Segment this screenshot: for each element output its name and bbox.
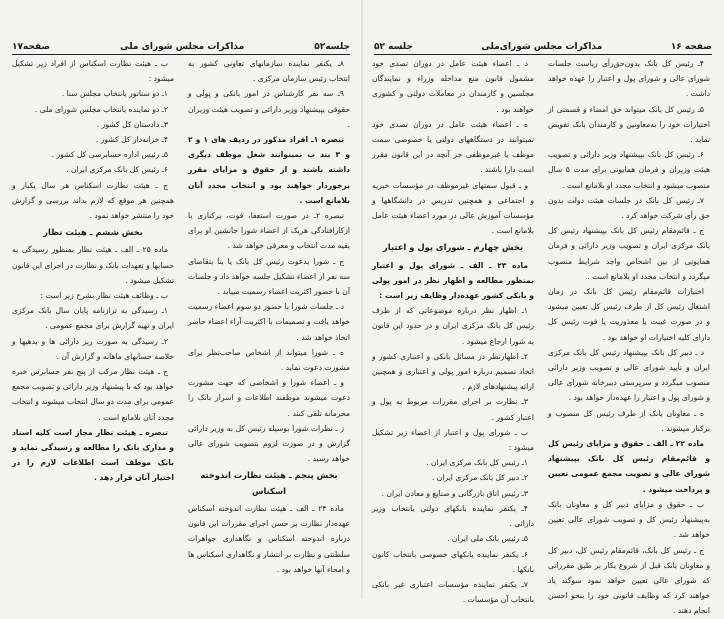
paragraph: ۹ـ سه نفر کارشناس در امور بانکی و پولی و حقوقی بپیشنهاد وزیر دارائی و تصویب هیئت وزیران . — [188, 89, 350, 129]
paragraph: ۴ـ خزانه‌دار کل کشور . — [95, 135, 168, 145]
paragraph: اختیارات قائم‌مقام رئیس کل بانک در زمان اشتغال رئیس کل از طرف رئیس کل تعیین میشود و در صورت غیبت یا معذوریت یا فوت رئیس کل دارای کلیه اختیارات او خواهد بود . — [548, 287, 710, 342]
paragraph: ج ـ هیئت نظارت اسکناس هر سال یکبار و همچنین هر موقع که لازم بداند بررسی و گزارش خود را منتشر خواهد نمود . — [12, 180, 174, 221]
paragraph: ۱ـ رئیس کل بانک مرکزی ایران . — [426, 458, 528, 468]
paragraph: ۸ـ یکنفر نماینده سازمانهای تعاونی کشور به انتخاب رئیس سازمان مرکزی . — [188, 59, 350, 84]
left-page — [0, 0, 362, 599]
page-header — [12, 38, 350, 55]
paragraph: ۷ـ یکنفر نماینده مؤسسات اعتباری غیر بانکی بانتخاب آن مؤسسات . — [372, 579, 534, 605]
paragraph: ب ـ هیئت نظارت اسکناس از افراد زیر تشکیل میشود : — [12, 59, 174, 84]
article-23: ماده ۲۳ ـ الف ـ شورای پول و اعتبار بمنظور مطالعه و اظهار نظر در امور پولی و بانکی کشور عهده‌دار وظایف زیر است : — [372, 260, 534, 301]
paragraph: ۶ـ یکنفر نماینده بانکهای خصوصی بانتخاب کانون بانکها . — [372, 549, 534, 574]
paragraph: و ـ اعضاء شورا و اشخاصی که جهت مشورت دعوت میشوند موظفند اطلاعات و اسرار بانک را محرمانه تلقی کنند . — [188, 378, 350, 418]
section-heading: بخش ششم ـ هیئت نظار — [43, 227, 143, 238]
paragraph: ج ـ رئیس کل بانک، قائم‌مقام رئیس کل، دبیر کل و معاونان بانک قبل از شروع بکار بر طبق مقرراتی که شورای عالی تعیین خواهد نمود سوگند یاد خواهند کرد که وظایف قانونی خود را بنحو احسن انجام دهند . — [548, 545, 710, 616]
paragraph: ۳ـ نظارت بر اجرای مقررات مربوط به پول و اعتبار کشور . — [372, 397, 534, 422]
paragraph: ج ـ هیئت نظار مرکب از پنج نفر حسابرس خبره خواهد بود که با پیشنهاد وزیر دارائی و تصویب مجمع عمومی برای مدت دو سال انتخاب میشوند و انتخاب مجدد آنان بلامانع است . — [12, 367, 174, 422]
page-number: صفحه ۱۶ — [670, 42, 712, 52]
section-heading: بخش پنجم ـ هیئت نظارت اندوخته اسکناس — [200, 470, 338, 496]
paragraph: ۲ـ رسیدگی به صورت ریز دارائی ها و بدهیها و خلاصه حسابهای ماهانه و گزارش آن . — [12, 336, 174, 361]
paragraph: د ـ جلسات شورا با حضور دو سوم اعضاء رسمیت خواهد یافت و تصمیمات با اکثریت آراء اعضاء حاضر اتخاذ خواهد شد . — [188, 302, 350, 342]
paragraph: ز ـ نظرات شورا بوسیله رئیس کل به وزیر دارائی گزارش و در صورت لزوم بتصویب شورای عالی خواهد رسید . — [188, 423, 350, 464]
section-heading: بخش چهارم ـ شورای پول و اعتبار — [382, 242, 524, 253]
paragraph: ۳ـ رئیس اتاق بازرگانی و صنایع و معادن ایران . — [381, 488, 528, 498]
paragraph: ماده ۲۵ ـ الف ـ هیئت نظار بمنظور رسیدگی به حسابها و تعهدات بانک و نظارت در اجرای این قانون تشکیل میشود . — [12, 245, 174, 285]
text-column-left — [372, 56, 534, 607]
running-title: مذاکرات مجلس شورای‌ملی — [481, 42, 603, 52]
paragraph: ه ـ معاونان بانک از طرف رئیس کل منصوب و برکنار میشوند . — [548, 408, 710, 433]
paragraph: ۱ـ دو سناتور بانتخاب مجلس سنا . — [61, 89, 168, 99]
paragraph: ه ـ اعضاء هیئت عامل در دوران تصدی خود نمیتوانند در دستگاههای دولتی یا خصوصی سمت موظف یا غیرموظفی جز آنچه در این قانون مقرر است دارا باشند . — [372, 119, 534, 175]
paragraph: ۷ـ رئیس کل بانک در جلسات هیئت دولت بدون حق رأی شرکت خواهد کرد . — [548, 195, 710, 221]
paragraph: ۶ـ رئیس کل بانک مرکزی ایران . — [66, 165, 168, 175]
paragraph: ۵ـ رئیس بانک ملی ایران . — [447, 534, 528, 544]
paragraph: ۲ـ اظهارنظر در مسائل بانکی و اعتباری کشور و اتخاذ تصمیم درباره امور پولی و اعتباری و همچنین ارائه پیشنهادهای لازم . — [372, 351, 534, 392]
right-page — [362, 0, 724, 616]
paragraph: تبصره ـ هیئت نظار مجاز است کلیه اسناد و مدارک بانک را مطالعه و رسیدگی نماید و بانک موظف است اطلاعات لازم را در اختیار آنان قرار دهد . — [12, 427, 174, 483]
paragraph: ۳ـ دادستان کل کشور . — [96, 119, 168, 129]
paragraph: و ـ قبول سمتهای غیرموظف در مؤسسات خیریه و اجتماعی و همچنین تدریس در دانشگاهها و مؤسسات آموزش عالی در مورد اعضاء هیئت عامل بلامانع است . — [372, 180, 534, 236]
paragraph: ۴ـ یکنفر نماینده بانکهای دولتی بانتخاب وزیر دارائی . — [372, 503, 534, 529]
paragraph: ۱ـ اظهار نظر درباره موضوعاتی که از طرف رئیس کل بانک مرکزی ایران و در حدود این قانون به شورا ارجاع میشود . — [372, 306, 534, 346]
session-number: جلسه۵۲ — [314, 42, 350, 52]
paragraph: ۴ـ رئیس کل بانک بدون‌حق‌رأی ریاست جلسات شورای عالی و شورای پول و اعتبار را عهده خواهد داشت . — [548, 59, 710, 99]
paragraph: ۵ـ رئیس اداره حسابرسی کل کشور . — [51, 150, 168, 160]
paragraph: ۱ـ رسیدگی به ترازنامه پایان سال بانک مرکزی ایران و تهیه گزارش برای مجمع عمومی . — [12, 306, 174, 331]
text-column-left — [12, 56, 174, 486]
paragraph: تبصره ۲ـ در صورت استعفا، فوت، برکناری یا ازکارافتادگی هریک از اعضاء شورا جانشین او برای بقیه مدت انتخاب و معرفی خواهد شد . — [188, 211, 350, 251]
paragraph: ب ـ حقوق و مزایای دبیر کل و معاونان بانک به‌پیشنهاد رئیس کل و تصویب شورای عالی تعیین خواهد شد . — [548, 499, 710, 540]
page-header — [374, 38, 712, 55]
running-title: مذاکرات مجلس شورای ملی — [120, 42, 245, 52]
paragraph: ه ـ شورا میتواند از اشخاص صاحب‌نظر برای مشورت دعوت نماید . — [188, 347, 350, 373]
paragraph: ۲ـ دبیر کل بانک مرکزی ایران . — [431, 473, 528, 483]
paragraph: ج ـ شورا بدعوت رئیس کل بانک یا بنا بتقاضای سه نفر از اعضاء تشکیل جلسه خواهد داد و جلسات آن با حضور اکثریت اعضاء رسمیت مییابد . — [188, 256, 350, 297]
paragraph: ب ـ وظائف هیئت نظار بشرح زیر است : — [40, 291, 168, 301]
session-number: جلسه ۵۲ — [374, 42, 413, 52]
page-number: صفحه۱۷ — [12, 42, 51, 52]
text-column-right — [548, 56, 710, 619]
paragraph: ج ـ قائم‌مقام رئیس کل بانک بپیشنهاد رئیس کل بانک مرکزی ایران و تصویب وزیر دارائی و فرمان همایونی از بین اشخاص واجد شرایط منصوب میگردد و انتخاب مجدد او بلامانع است . — [548, 226, 710, 281]
paragraph: ۲ـ دو نماینده بانتخاب مجلس شورای ملی . — [34, 104, 168, 114]
text-column-right — [188, 56, 350, 577]
paragraph: ماده ۲۴ ـ الف ـ هیئت نظارت اندوخته اسکناس عهده‌دار نظارت بر حسن اجرای مقررات این قانون درباره اندوخته اسکناس و نگاهداری جواهرات سلطنتی و نظارت بر انتشار و نگاهداری اسکناس ها و امحاء آنها خواهد بود . — [188, 503, 350, 574]
article-22: ماده ۲۲ ـ الف ـ حقوق و مزایای رئیس کل و قائم‌مقام رئیس کل بانک بپیشنهاد شورای عالی و تصویب مجمع عمومی تعیین و پرداخت میشود . — [548, 439, 710, 494]
paragraph: ۶ـ رئیس کل بانک بپیشنهاد وزیر دارائی و تصویب هیئت وزیران و فرمان همایونی برای مدت ۵ سال منصوب میشود و انتخاب مجدد او بلامانع است . — [548, 150, 710, 190]
paragraph: ۵ـ رئیس کل بانک میتواند حق امضاء و قسمتی از اختیارات خود را به‌معاونین و کارمندان بانک تفویض نماید . — [548, 104, 710, 145]
paragraph: د ـ دبیر کل بانک بپیشنهاد رئیس کل بانک مرکزی ایران و تأیید شورای عالی و تصویب وزیر دارائی منصوب میگردد و سرپرستی دبیرخانه شورای عالی و شورای پول و اعتبار را عهده‌دار خواهد بود . — [548, 347, 710, 403]
paragraph: د ـ اعضاء هیئت عامل در دوران تصدی خود مشمول قانون منع مداخله وزراء و نمایندگان مجلسین و کارمندان در معاملات دولتی و کشوری خواهند بود . — [372, 59, 534, 114]
paragraph: ب ـ شورای پول و اعتبار از اعضاء زیر تشکیل میشود : — [372, 427, 534, 453]
paragraph: تبصره ۱ـ افراد مذکور در ردیف های ۱ و ۲ و ۳ بند ب نمیتوانند شغل موظف دیگری داشته باشند و از حقوق و مزایای مقرر برخوردار خواهند بود و انتخاب مجدد آنان بلامانع است . — [188, 135, 350, 205]
